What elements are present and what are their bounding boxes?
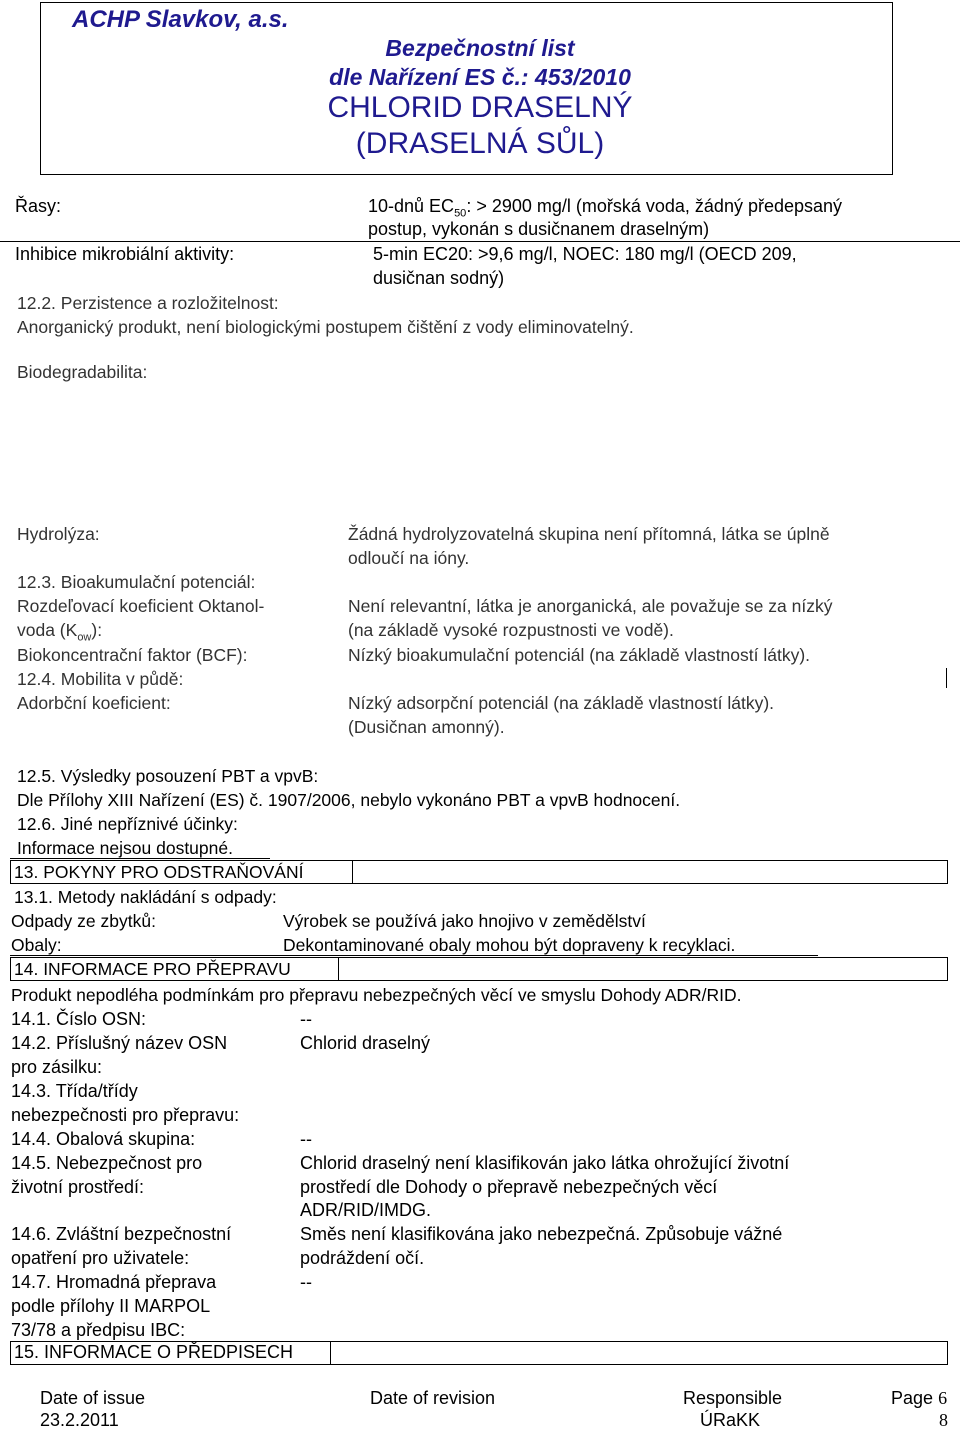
algae-value-line2: postup, vykonán s dusičnanem draselným)	[368, 219, 710, 239]
environmental-hazard-value-line2: prostředí dle Dohody o přepravě nebezpečných věcí	[300, 1177, 718, 1197]
transport-intro: Produkt nepodléha podmínkám pro přepravu nebezpečných věcí ve smyslu Dohody ADR/RID.	[11, 985, 742, 1005]
un-number-label: 14.1. Číslo OSN:	[11, 1009, 147, 1029]
regulation-reference: dle Nařízení ES č.: 453/2010	[329, 64, 631, 90]
hazard-class-label: 14.3. Třída/třídy	[11, 1081, 138, 1101]
section-13-1-heading: 13.1. Metody nakládání s odpady:	[14, 887, 277, 907]
packaging-label: Obaly:	[11, 935, 62, 955]
kow-value: Není relevantní, látka je anorganická, ale považuje se za nízký	[348, 596, 833, 616]
section-12-2-heading: 12.2. Perzistence a rozložitelnost:	[17, 293, 279, 313]
responsible-value: ÚRaKK	[700, 1410, 761, 1430]
bcf-value: Nízký bioakumulační potenciál (na základě vlastností látky).	[348, 645, 811, 665]
algae-label: Řasy:	[15, 196, 62, 216]
kow-value-line2: (na základě vysoké rozpustnosti ve vodě).	[348, 620, 674, 640]
product-synonym: (DRASELNÁ SŮL)	[355, 127, 605, 160]
packing-group-label: 14.4. Obalová skupina:	[11, 1129, 196, 1149]
shipping-name-value: Chlorid draselný	[300, 1033, 431, 1053]
change-bar	[946, 668, 947, 688]
adsorption-label: Adorbční koeficient:	[17, 693, 171, 713]
section-12-2-text: Anorganický produkt, není biologickými postupem čištění z vody eliminovatelný.	[17, 317, 634, 337]
bulk-transport-label-line2: podle přílohy II MARPOL	[11, 1296, 211, 1316]
section-12-5-heading: 12.5. Výsledky posouzení PBT a vpvB:	[17, 766, 319, 786]
special-precautions-value-line2: podráždení očí.	[300, 1248, 425, 1268]
company-name: ACHP Slavkov, a.s.	[72, 6, 289, 33]
page-indicator: Page 6	[891, 1388, 948, 1408]
adsorption-value-line2: (Dusičnan amonný).	[348, 717, 505, 737]
kow-label: Rozdeľovací koeficient Oktanol-	[17, 596, 265, 616]
row-divider	[0, 241, 960, 242]
bulk-transport-label: 14.7. Hromadná přeprava	[11, 1272, 217, 1292]
section-13-title: 13. POKYNY PRO ODSTRAŇOVÁNÍ	[14, 862, 304, 882]
section-12-3-heading: 12.3. Bioakumulační potenciál:	[17, 572, 256, 592]
special-precautions-label-line2: opatření pro uživatele:	[11, 1248, 190, 1268]
date-of-revision-label: Date of revision	[370, 1388, 496, 1408]
waste-label: Odpady ze zbytků:	[11, 911, 156, 931]
shipping-name-label: 14.2. Příslušný název OSN	[11, 1033, 228, 1053]
bulk-transport-label-line3: 73/78 a předpisu IBC:	[11, 1320, 186, 1340]
shipping-name-label-line2: pro zásilku:	[11, 1057, 103, 1077]
kow-label-line2: voda $(K_{ow})$:	[17, 620, 103, 644]
adsorption-value: Nízký adsorpční potenciál (na základě vlastností látky).	[348, 693, 775, 713]
date-of-issue-label: Date of issue	[40, 1388, 146, 1408]
special-precautions-label: 14.6. Zvláštní bezpečnostní	[11, 1224, 232, 1244]
packaging-value: Dekontaminované obaly mohou být dopraveny k recyklaci.	[283, 935, 736, 955]
section-12-6-heading: 12.6. Jiné nepříznivé účinky:	[17, 814, 238, 834]
section-12-5-text: Dle Přílohy XIII Nařízení (ES) č. 1907/2006, nebylo vykonáno PBT a vpvB hodnocení.	[17, 790, 681, 810]
document-title: Bezpečnostní list	[385, 35, 575, 61]
page-total: 8	[939, 1410, 948, 1430]
un-number-value: --	[300, 1009, 312, 1029]
title-divider	[330, 1341, 331, 1365]
hydrolysis-value: Žádná hydrolyzovatelná skupina není přítomná, látka se úplně	[348, 524, 830, 544]
bulk-transport-value: --	[300, 1272, 312, 1292]
section-12-4-heading: 12.4. Mobilita v půdě:	[17, 669, 184, 689]
algae-value: 10-dnů $EC_{50}$: > 2900 mg/l (mořská voda, žádný předepsaný	[368, 196, 843, 220]
product-name: CHLORID DRASELNÝ	[327, 91, 633, 124]
underline	[10, 955, 818, 956]
title-divider	[352, 860, 353, 884]
section-12-6-text: Informace nejsou dostupné.	[17, 838, 233, 858]
section-15-title: 15. INFORMACE O PŘEDPISECH	[14, 1342, 294, 1362]
responsible-label: Responsible	[683, 1388, 783, 1408]
environmental-hazard-label-line2: životní prostředí:	[11, 1177, 145, 1197]
environmental-hazard-label: 14.5. Nebezpečnost pro	[11, 1153, 203, 1173]
date-of-issue-value: 23.2.2011	[40, 1410, 119, 1430]
biodegradability-label: Biodegradabilita:	[17, 362, 148, 382]
title-divider	[338, 957, 339, 981]
hazard-class-label-line2: nebezpečnosti pro přepravu:	[11, 1105, 240, 1125]
bcf-label: Biokoncentrační faktor (BCF):	[17, 645, 248, 665]
microbial-value-line2: dusičnan sodný)	[373, 268, 505, 288]
underline	[10, 858, 270, 859]
microbial-label: Inhibice mikrobiální aktivity:	[15, 244, 235, 264]
hydrolysis-value-line2: odloučí na ióny.	[348, 548, 470, 568]
environmental-hazard-value-line3: ADR/RID/IMDG.	[300, 1200, 432, 1220]
waste-value: Výrobek se používá jako hnojivo v zemědělství	[283, 911, 646, 931]
section-14-title: 14. INFORMACE PRO PŘEPRAVU	[14, 959, 291, 979]
environmental-hazard-value: Chlorid draselný není klasifikován jako látka ohrožující životní	[300, 1153, 790, 1173]
packing-group-value: --	[300, 1129, 312, 1149]
special-precautions-value: Směs není klasifikována jako nebezpečná. Způsobuje vážné	[300, 1224, 783, 1244]
hydrolysis-label: Hydrolýza:	[17, 524, 100, 544]
microbial-value: 5-min EC20: >9,6 mg/l, NOEC: 180 mg/l (OECD 209,	[373, 244, 797, 264]
